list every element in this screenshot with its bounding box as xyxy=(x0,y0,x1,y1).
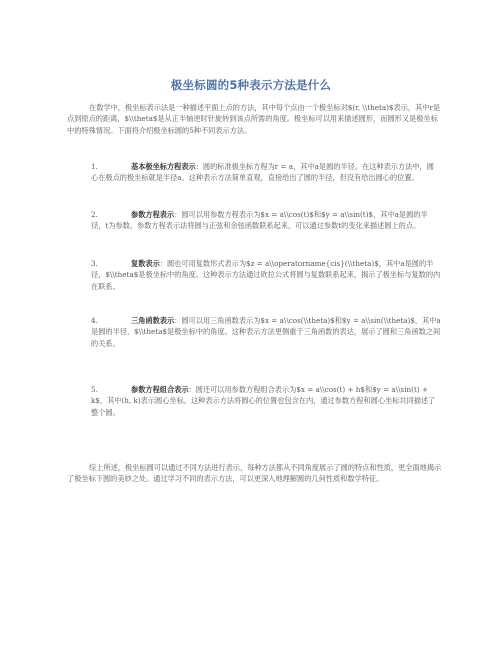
list-item-heading: 复数表示 xyxy=(131,259,160,268)
list-item xyxy=(91,258,441,292)
intro-paragraph: 在数学中，极坐标表示法是一种描述平面上点的方法，其中每个点由一个极坐标对$(r, \\theta)$表示，其中r是点到原点的距离，$\\theta$是从正半轴逆时针旋转到该点所需的角度。极坐标可以用来描述圆形，而圆形又是极坐标中的特殊情况。下面将介绍极坐标圆的5种不同表示方法。 xyxy=(67,103,441,135)
list-item-number: 1. xyxy=(91,162,98,171)
list-item-heading: 基本极坐标方程表示 xyxy=(131,162,196,171)
list-item-number: 3. xyxy=(91,259,98,268)
list-item-heading: 参数方程组合表示 xyxy=(131,385,189,394)
list-item xyxy=(91,384,441,418)
list-item-heading: 三角函数表示 xyxy=(131,316,175,325)
list-item-number: 2. xyxy=(91,210,98,219)
conclusion-paragraph: 综上所述，极坐标圆可以通过不同方法进行表示，每种方法都从不同角度展示了圆的特点和性质，更全面地揭示了极坐标下圆的美妙之处。通过学习不同的表示方法，可以更深入地理解圆的几何性质和数学特征。 xyxy=(67,463,442,484)
list-item-body: ：圆可以用参数方程表示为$x = a\\cos(t)$和$y = a\\sin(t)$，其中a是圆的半径，t为参数。参数方程表示法将圆与正弦和余弦函数联系起来，可以通过参数t的变化来描述圆上的点。 xyxy=(91,210,428,231)
list-item-heading: 参数方程表示 xyxy=(131,210,175,219)
list-item xyxy=(91,161,441,184)
list-item-body: ：圆的标准极坐标方程为r = a，其中a是圆的半径。在这种表示方法中，圆心在极点的极坐标就是半径a。这种表示方法简单直观，直接给出了圆的半径，但没有给出圆心的位置。 xyxy=(91,162,434,183)
document-title: 极坐标圆的5种表示方法是什么 xyxy=(170,78,332,92)
list-item-number: 4. xyxy=(91,316,98,325)
list-item-body: ：圆可以用三角函数表示为$x = a\\cos(\\theta)$和$y = a\\sin(\\theta)$，其中a是圆的半径，$\\theta$是极坐标中的角度。这种表示方法更侧重于三角函数的表达，展示了圆和三角函数之间的关系。 xyxy=(91,316,441,348)
list-item xyxy=(91,315,441,349)
list-item-body: ：圆还可以用参数方程组合表示为$x = a\\cos(t) + h$和$y = a\\sin(t) + k$，其中(h, k)表示圆心坐标。这种表示方法将圆心的位置也包含在内，通过参数方程和圆心坐标共同描述了整个圆。 xyxy=(91,385,436,417)
list-item-number: 5. xyxy=(91,385,98,394)
list-item xyxy=(91,209,441,232)
list-item-body: ：圆也可用复数形式表示为$z = a\\operatorname{cis}(\\theta)$，其中a是圆的半径，$\\theta$是极坐标中的角度。这种表示方法通过欧拉公式将圆与复数联系起来，揭示了极坐标与复数的内在联系。 xyxy=(91,259,441,291)
